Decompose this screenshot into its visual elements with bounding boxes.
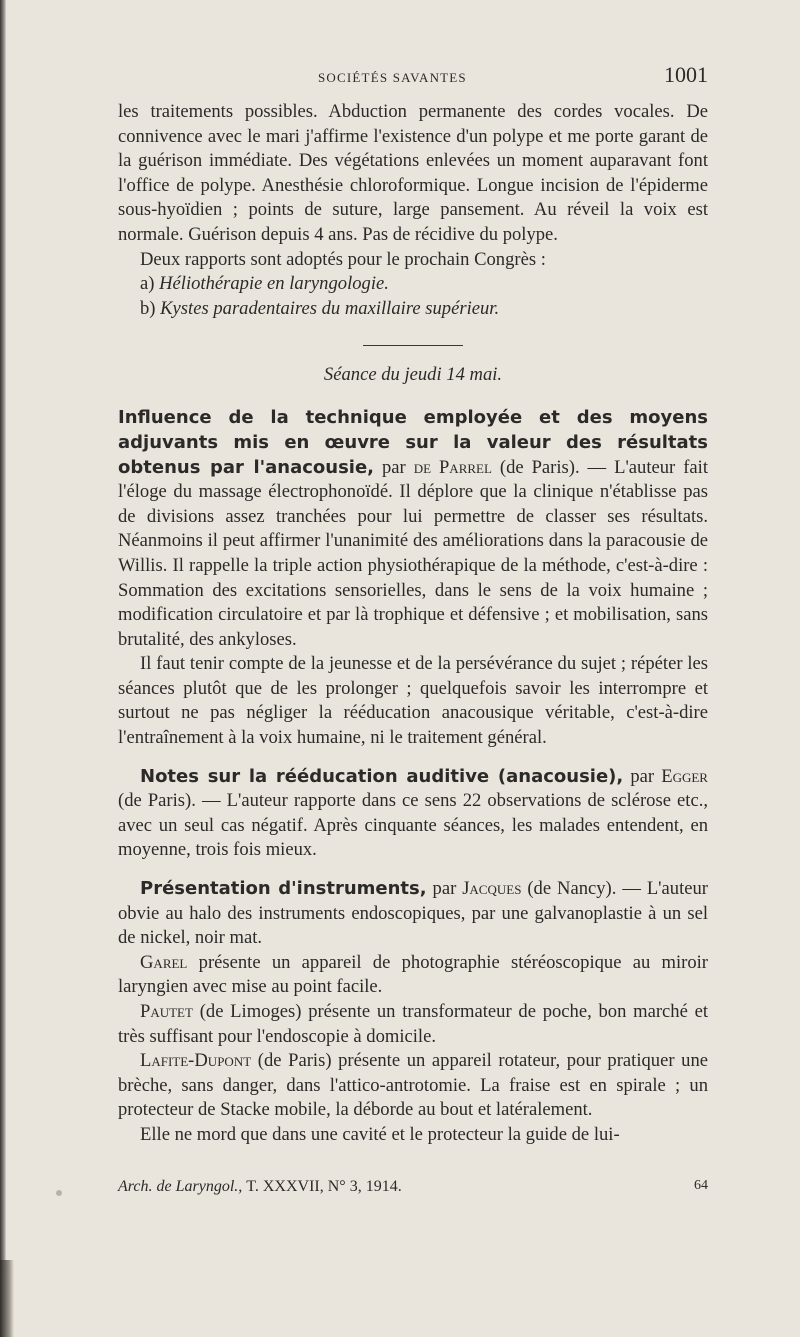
report-item-b-text: Kystes paradentaires du maxillaire supérieur. (160, 297, 500, 319)
page-binding-edge (0, 0, 6, 1337)
page-number: 1001 (664, 62, 708, 87)
reports-paragraph: Deux rapports sont adoptés pour le prochain Congrès : (140, 248, 546, 270)
section2-place: (de Paris). (118, 790, 196, 812)
section1-author: de Parrel (413, 456, 492, 478)
page-body (118, 60, 708, 1148)
lafite-name: Lafite-Dupont (140, 1050, 252, 1072)
section1-body: — L'auteur fait l'éloge du massage électrophonoïdé. Il déplore que la clinique n'établisse pas de divisions assez tranchées pour lui permettre de classer ses résultats. Néanmoins il peut affirmer l'unanimité des améliorations dans la paracousie de Willis. Il rappelle la triple action physiothérapique de la méthode, c'est-à-dire : Sommation des excitations sensorielles, dans le sens de la voix humaine ; modification circulatoire et par là trophique et défensive ; et mobilisation, sans brutalité, des ankyloses. (118, 456, 708, 650)
lafite-paragraph (118, 1049, 708, 1123)
section2-by: par (630, 765, 655, 787)
page-footer (118, 1178, 708, 1202)
signature-mark: 64 (694, 1178, 708, 1193)
section2-body: — L'auteur rapporte dans ce sens 22 observations de sclérose etc., avec un seul cas négatif. Après cinquante séances, les malades entendent, en moyenne, trois fois mieux. (118, 790, 709, 861)
report-item-b-marker: b) (140, 297, 156, 319)
spacer (118, 863, 708, 877)
journal-reference (118, 1178, 402, 1196)
journal-name: Arch. de Laryngol., (118, 1178, 243, 1195)
lafite-text: (de Paris) présente un appareil rotateur, pour pratiquer une brèche, sans danger, dans l'attico-antrotomie. La fraise est en spirale ; un protecteur de Stacke mobile, la déborde au bout et latéralement. (118, 1050, 709, 1121)
seance-heading: Séance du jeudi 14 mai. (323, 364, 503, 386)
section3-author: Jacques (462, 878, 522, 900)
report-item-a (118, 272, 708, 297)
garel-name: Garel (140, 951, 188, 973)
section3-title: Présentation d'instruments, (140, 878, 427, 900)
section3-place: (de Nancy). (527, 878, 617, 900)
section2-paragraph (118, 765, 708, 863)
section1-paragraph (118, 406, 708, 652)
pautet-text: (de Limoges) présente un transformateur de poche, bon marché et très suffisant pour l'endoscopie à domicile. (118, 1001, 708, 1047)
section1-place: (de Paris). (499, 456, 580, 478)
section1-title: Influence de la technique employée et des moyens adjuvants mis en œuvre sur la valeur des résultats obtenus par l'anacousie, (118, 407, 708, 478)
garel-paragraph (118, 951, 708, 1000)
report-item-a-text: Héliothérapie en laryngologie. (159, 273, 389, 295)
last-paragraph: Elle ne mord que dans une cavité et le protecteur la guide de lui- (140, 1123, 620, 1145)
section-divider (363, 345, 463, 346)
section3-by: par (432, 878, 457, 900)
report-item-b (118, 297, 708, 322)
section1-paragraph-2: Il faut tenir compte de la jeunesse et de la persévérance du sujet ; répéter les séances plutôt que de les prolonger ; quelquefois savoir les interrompre et surtout ne pas négliger la rééducation anacousique véritable, c'est-à-dire l'entraînement à la voix humaine, ni le traitement général. (118, 653, 708, 749)
section2-author: Egger (661, 765, 708, 787)
journal-volume: T. XXXVII, N° 3, 1914. (246, 1178, 402, 1195)
page-binding-shadow (0, 1260, 14, 1337)
section3-body: — L'auteur obvie au halo des instruments endoscopiques, par une galvanoplastie à un sel de nickel, noir mat. (118, 878, 708, 949)
spacer (118, 751, 708, 765)
pautet-paragraph (118, 1000, 708, 1049)
section3-paragraph (118, 877, 708, 951)
running-head (118, 60, 708, 100)
report-item-a-marker: a) (140, 273, 155, 295)
intro-paragraph: les traitements possibles. Abduction permanente des cordes vocales. De connivence avec le mari j'affirme l'existence d'un polype et me porte garant de la guérison immédiate. Des végétations enlevées un moment auparavant font l'office de polype. Anesthésie chloroformique. Longue incision de l'épiderme sous-hyoïdien ; points de suture, large pansement. Au réveil la voix est normale. Guérison depuis 4 ans. Pas de récidive du polype. (118, 101, 708, 245)
garel-text: présente un appareil de photographie stéréoscopique au miroir laryngien avec mise au point facile. (118, 951, 708, 998)
pautet-name: Pautet (140, 1001, 193, 1022)
running-head-title: SOCIÉTÉS SAVANTES (318, 70, 467, 85)
section2-title: Notes sur la rééducation auditive (anacousie), (140, 765, 624, 787)
section1-by: par (381, 456, 406, 478)
ink-spot (56, 1190, 62, 1196)
